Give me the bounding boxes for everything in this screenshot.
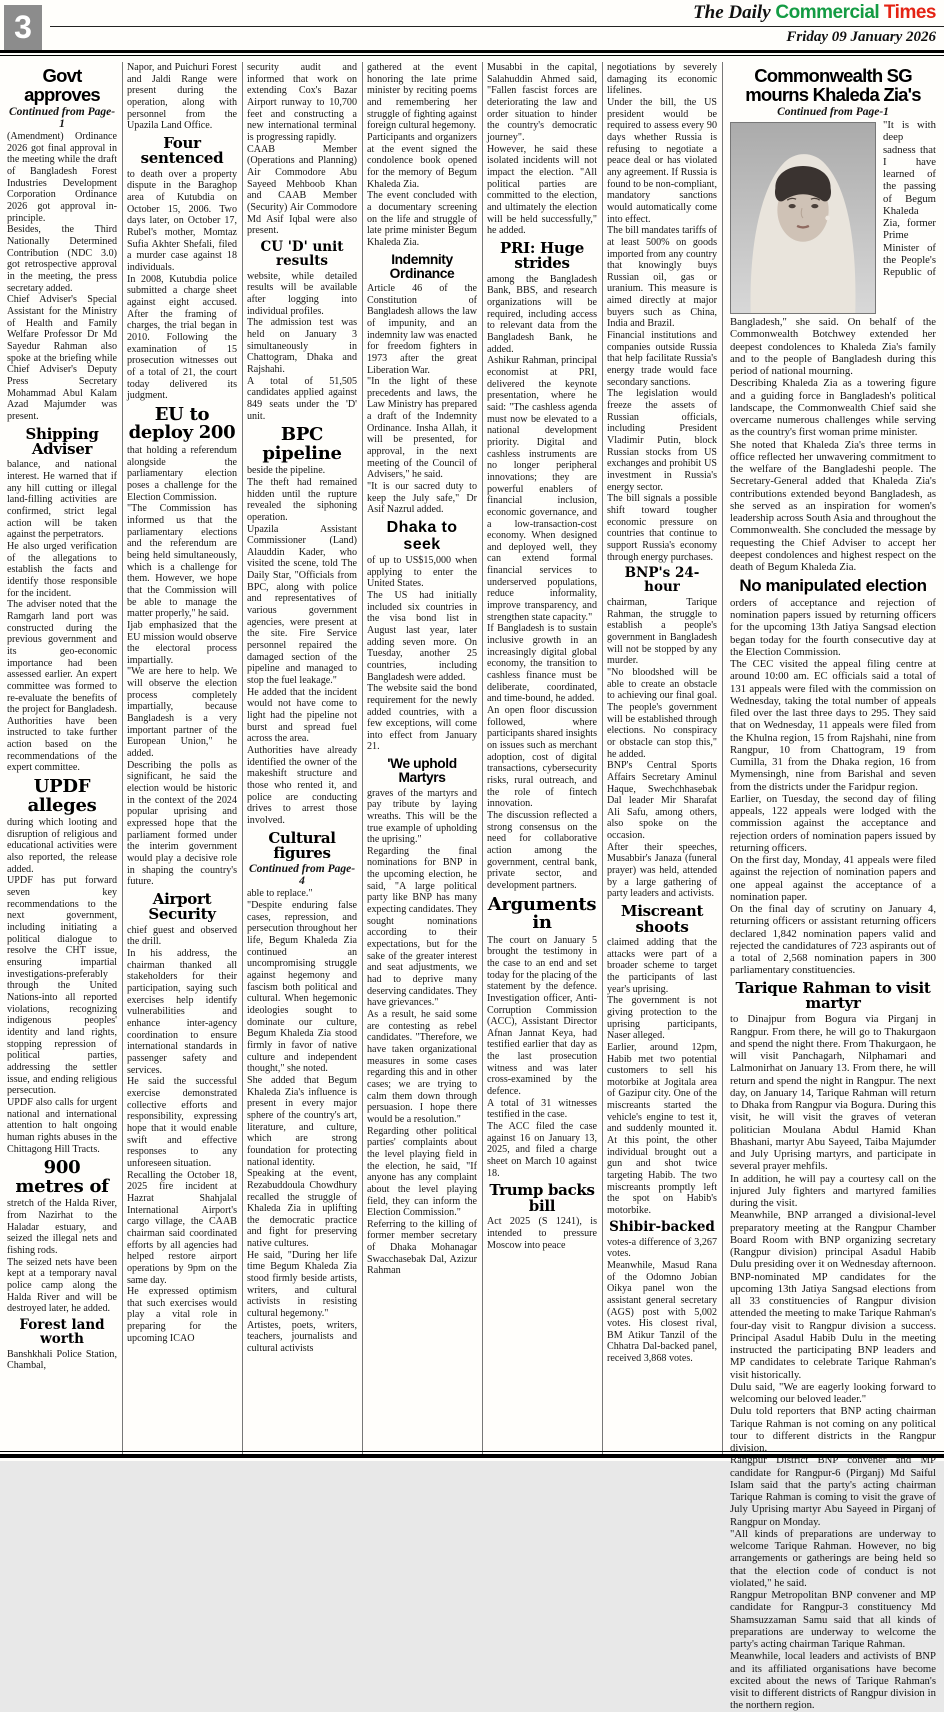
article-paragraph: As a result, he said some are contesting as rebel candidates. "Therefore, we have taken organizational measures in some cases regarding this and in other cases; we are trying to calm them down through persuasion. I hope there would be a resolution." (367, 1009, 477, 1125)
article-paragraph: "The Commission has informed us that the parliamentary elections and the referendum are being held simultaneously, which is a challenge for them. However, we hope that the Commission will be able to manage the matter properly," he said. (127, 503, 237, 620)
article-paragraph: He also urged verification of the allegations to establish the facts and identify those responsible for the incident. (7, 540, 117, 599)
article-paragraph: Article 46 of the Constitution of Bangladesh allows the law of impunity, and an indemnity law was enacted for freedom fighters in 1973 after the great Liberation War. (367, 282, 477, 376)
article-paragraph: Participants and organizers at the event signed the condolence book opened for the memory of Begum Khaleda Zia. (367, 131, 477, 190)
article-paragraph: "It is our sacred duty to keep the July safe," Dr Asif Nazrul added. (367, 481, 477, 516)
article-paragraph: She added that Begum Khaleda Zia's influence is present in every major sphere of the country's art, literature, and culture, which are strong foundation for protecting national identity. (247, 1074, 357, 1168)
continued-from-page-1: Continued from Page-1 (8, 106, 116, 131)
article-paragraph: orders of acceptance and rejection of nomination papers issued by returning officers for the upcoming 13th Jatiya Sangsad election began today for the fourth consecutive day at the Election Commission. (730, 596, 936, 658)
article-paragraph: website, while detailed results will be available after logging into individual profiles. (247, 270, 357, 317)
article-paragraph: Earlier, around 12pm, Habib met two potential customers to sell his motorbike at Jogitala area of Gazipur city. One of the miscreants started the vehicle's engine to test it, and suddenly mounted it. At this point, the other individual brought out a gun and shot twice targeting Habib. The two miscreants promptly left the spot on Habib's motorbike. (607, 1041, 717, 1217)
article-paragraph: Artistes, poets, writers, teachers, journalists and cultural activists (247, 1319, 357, 1355)
headline-bnps-24-hour: BNP's 24-hour (624, 565, 700, 596)
article-paragraph: Describing Khaleda Zia as a towering figure and a guiding force in Bangladesh's political landscape, the Commonwealth Chief said she overcame numerous challenges while serving as the country's first woman prime minister. (730, 377, 936, 439)
headline-eu-to-deploy-200: EU to deploy 200 (128, 403, 236, 444)
article-paragraph: stretch of the Halda River, from Nazirhat to the Haladar estuary, and seized the illegal nets and fishing rods. (7, 1198, 117, 1256)
article-paragraph: Meanwhile, BNP arranged a divisional-level preparatory meeting at the Rangpur Chamber Board Room with BNP organizing secretary (Rangpur division) principal Asadul Habib Dulu presiding over it on Wednesday afternoon. BNP-nominated MP candidates for the upcoming 13th Jatiya Sangsad elections from all 33 constituencies of Rangpur division attended the meeting to make Tarique Rahman's four-day visit to Rangpur division a success. Principal Asadul Habib Dulu in the meeting instructed the participating BNP leaders and MP candidates to celebrate Tarique Rahman's visit historically. (730, 1209, 936, 1381)
article-paragraph: "No bloodshed will be able to create an obstacle to achieving our final goal. The people's government will be established through elections. No conspiracy or obstacle can stop this," he added. (607, 666, 717, 760)
article-paragraph: Act 2025 (S 1241), is intended to pressure Moscow into peace (487, 1216, 597, 1251)
headline-tarique-rahman-to-visit-martyr: Tarique Rahman to visit martyr (735, 978, 931, 1013)
article-paragraph: She noted that Khaleda Zia's three terms in office reflected her unwavering commitment to the welfare of the Bangladeshi people. The Secretary-General added that Khaleda Zia's contributions extended beyond Bangladesh, as she served as an inspiration for women's leadership across South Asia and throughout the Commonwealth. She concluded the message by requesting the Chief Adviser to accept her deepest condolences and highest respect on the death of Begum Khaleda Zia. (730, 438, 936, 574)
article-paragraph: Referring to the killing of former member secretary of Dhaka Mohanagar Swacchasebak Dal, Azizur Rahman (367, 1218, 477, 1277)
article-paragraph: (Amendment) Ordinance 2026 got final approval in the meeting while the draft of Bangladesh Forest Industries Development Corporation Ordinance 2026 got approval in-principle. (7, 131, 117, 224)
column-3 (243, 62, 363, 1456)
headline-no-manipulated-election: No manipulated election (739, 576, 927, 596)
column-6 (603, 62, 723, 1456)
article-paragraph: After their speeches, Musabbir's Janaza (funeral prayer) was held, attended by a large gathering of party leaders and activists. (607, 841, 717, 900)
headline-shipping-adviser: Shipping Adviser (25, 424, 99, 458)
article-paragraph: "We are here to help. We will observe the election process completely impartially, because Bangladesh is a very important partner of the European Union," he added. (127, 666, 237, 760)
article-paragraph: Speaking at the event, Rezabuddoula Chowdhury recalled the struggle of Khaleda Zia in uplifting the democratic practice and fight for preserving native cultures. (247, 1168, 357, 1250)
article-paragraph: The seized nets have been kept at a temporary naval police camp along the Halda River and will be destroyed later, he added. (7, 1256, 117, 1315)
headline-forest-land-worth: Forest land worth (19, 1316, 105, 1347)
issue-date: Friday 09 January 2026 (786, 29, 936, 45)
article-paragraph: He said the successful exercise demonstrated collective efforts and responsibility, expressing hope that it would enable swift and effective responses to any unforeseen situation. (127, 1076, 237, 1169)
article-paragraph: Ashikur Rahman, principal economist at PRI, delivered the keynote presentation, where he said: "The cashless agenda must now be elevated to a national development priority. Digital and cashless instruments are no longer peripheral innovations; they are powerful enablers of financial inclusion, economic governance, and a low-transaction-cost economy. When designed and deployed well, they can extend formal financial services to underserved populations, reduce informality, improve transparency, and strengthen state capacity." (487, 355, 597, 623)
article-paragraph: gathered at the event honoring the late prime minister by reciting poems and remembering her struggle of fighting against foreign cultural hegemony. (367, 62, 477, 132)
newspaper-title-times: Times (883, 2, 936, 23)
article-paragraph: "Despite enduring false cases, repression, and persecution throughout her life, Begum Khaleda Zia continued an uncompromising struggle against hegemony and fascism both political and cultural. When hegemonic ideologies sought to dominate our culture, Begum Khaleda Zia stood firmly in favor of native culture and independent thought," she noted. (247, 900, 357, 1075)
article-paragraph: Rangpur Metropolitan BNP convener and MP candidate for Rangpur-3 constituency Md Shamsuzzaman Samu said that all kinds of preparations are underway to welcome the party's acting chairman Tarique Rahman. (730, 1589, 936, 1651)
page-number-box (4, 5, 42, 50)
article-paragraph: during which looting and disruption of religious and educational activities were also reported, the release added. (7, 817, 117, 875)
article-paragraph: negotiations by severely damaging its economic lifelines. (607, 62, 717, 97)
article-paragraph: Meanwhile, Masud Rana of the Odomno Jobian Oikya panel won the assistant general secretary (AGS) post with 5,002 votes. His closest rival, BM Atikur Tanzil of the Chhatra Dal-backed panel, received 3,868 votes. (607, 1259, 717, 1365)
headline-cultural-figures: Cultural figures (268, 828, 336, 862)
article-paragraph: On the first day, Monday, 41 appeals were filed against the rejection of nomination papers and one appeal against the acceptance of a nomination paper. (730, 854, 936, 903)
headline-900-metres-of: 900 metres of (15, 1157, 109, 1197)
article-paragraph: The event concluded with a documentary screening on the life and struggle of late prime minister Begum Khaleda Zia. (367, 190, 477, 248)
headline-bpc-pipeline: BPC pipeline (262, 424, 342, 464)
continued-from-page-1-commonwealth: Continued from Page-1 (777, 106, 889, 119)
column-5 (483, 62, 603, 1456)
article-paragraph: "All kinds of preparations are underway to welcome Tarique Rahman. However, no big arrangements or gatherings are being held so that the election code of conduct is not violated," he said. (730, 1527, 936, 1589)
article-paragraph: The discussion reflected a strong consensus on the need for collaborative action among the government, central bank, private sector, and development partners. (487, 809, 597, 891)
article-paragraph: BNP's Central Sports Affairs Secretary Aminul Haque, Swechchhasebak Dal leader Mir Sharafat Ali Safu, among others, also spoke on the occasion. (607, 760, 717, 842)
article-paragraph: The theft had remained hidden until the rupture revealed the siphoning operation. (247, 476, 357, 523)
continued-from-page-4: Continued from Page- 4 (248, 863, 356, 888)
article-paragraph: He expressed optimism that such exercises would play a vital role in preparing for the upcoming ICAO (127, 1286, 237, 1344)
article-paragraph: Recalling the October 18, 2025 fire incident at Hazrat Shahjalal International Airport's cargo village, the CAAB chairman said coordinated efforts by all agencies had helped restore airport operations by 9pm on the same day. (127, 1169, 237, 1286)
article-paragraph: beside the pipeline. (247, 465, 326, 477)
article-paragraph: The CEC visited the appeal filing centre at around 10:00 am. EC officials said a total of 131 appeals were filed with the commission on Wednesday, taking the total number of appeals filed over the last three days to 295. They said that on Wednesday, 11 appeals were filed from the Khulna region, 15 from Rajshahi, nine from Rangpur, 10 from Chattogram, 19 from Cumilla, 31 from the Dhaka region, 16 from Mymensingh, nine from Barishal and seven from the districts under the Faridpur region. (730, 658, 936, 793)
headline-airport-security: Airport Security (148, 889, 216, 924)
article-paragraph: Regarding other political parties' complaints about the level playing field in the election, he said, "If anyone has any complaint about the level playing field, they can inform the Election Commission." (367, 1125, 477, 1219)
article-paragraph: The bill signals a possible shift toward tougher economic pressure on countries that continue to support Russia's economy through energy purchases. (607, 493, 717, 563)
article-paragraph: that holding a referendum alongside the parliamentary election poses a challenge for the Election Commission. (127, 445, 237, 503)
headline-commonwealth-sg-mourns: Commonwealth SG mourns Khaleda Zia's (745, 65, 921, 106)
article-paragraph: He added that the incident would not have come to light had the pipeline not burst and spread fuel across the area. (247, 686, 357, 745)
article-paragraph: He said, "During her life time Begum Khaleda Zia stood firmly beside artists, writers, and cultural activists in resisting cultural hegemony." (247, 1249, 357, 1320)
section-commonwealth (723, 62, 938, 1712)
article-paragraph: CAAB Member (Operations and Planning) Air Commodore Abu Sayeed Mehboob Khan and CAAB Member (Security) Air Commodore Md Asif Iqbal were also present. (247, 143, 357, 237)
article-paragraph: The ACC filed the case against 16 on January 13, 2025, and filed a charge sheet on March 10 against 18. (487, 1121, 597, 1179)
article-paragraph: Napor, and Puichuri Forest and Jaldi Range were present during the operation, along with personnel from the Upazila Land Office. (127, 62, 237, 132)
column-2 (123, 62, 243, 1456)
article-paragraph: to Dinajpur from Bogura via Pirganj in Rangpur. From there, he will go to Thakurgaon and spend the night there. From Thakurgaon, he will visit Panchagarh, Nilphamari and Lalmonirhat on January 13. From there, he will return and spend the night in Rangpur. The next day, on January 14, Tarique Rahman will return to Dhaka from Rangpur via Bogura. During this visit, he will visit the graves of veteran politician Moulana Abdul Hamid Khan Bhashani, martyr Abu Sayeed, Taiba Majumder and July Uprising martyrs, and participate in several prayer mehfils. (730, 1013, 936, 1173)
article-paragraph: votes-a difference of 3,267 votes. (607, 1236, 717, 1260)
article-paragraph: Musabbi in the capital, Salahuddin Ahmed said, "Fallen fascist forces are deteriorating the law and order situation to hinder the country's democratic journey". (487, 62, 597, 143)
headline-dhaka-to-seek: Dhaka to seek (386, 519, 458, 553)
article-paragraph: claimed adding that the attacks were part of a broader scheme to target the participants of last year's uprising. (607, 936, 717, 995)
headline-miscreant-shoots: Miscreant shoots (620, 902, 704, 936)
article-paragraph: The US had initially included six countries in the visa bond list in August last year, later adding seven more. On Tuesday, another 25 countries, including Bangladesh were added. (367, 589, 477, 683)
article-paragraph: A total of 31 witnesses testified in the case. (487, 1097, 597, 1121)
article-paragraph: Under the bill, the US president would be required to assess every 90 days whether Russia is refusing to negotiate a peace deal or has violated any agreement. If Russia is found to be non-compliant, mandatory sanctions would automatically come into effect. (607, 96, 717, 225)
article-paragraph: In his address, the chairman thanked all stakeholders for their participation, saying such exercises help identify vulnerabilities and enhance inter-agency coordination to ensure international standards in passenger safety and services. (127, 948, 237, 1076)
article-paragraph: If Bangladesh is to sustain inclusive growth in an increasingly digital global economy, the transition to cashless finance must be deliberate, coordinated, and time-bound, he added. (487, 623, 597, 705)
article-paragraph: Meanwhile, local leaders and activists of BNP and its affiliated organisations have become excited about the news of Tarique Rahman's visit to different districts of Rangpur division in the northern region. (730, 1650, 936, 1712)
footer-double-rule (0, 1451, 944, 1458)
article-paragraph: The court on January 5 brought the testimony in the case to an end and set today for the placing of the statement by the defence. Investigation officer, Anti-Corruption Commission (ACC), Assistant Director Afnan Jannat Keya, had testified earlier that day as the last prosecution witness and was later cross-examined by the defence. (487, 934, 597, 1098)
headline-updf-alleges: UPDF alleges (27, 776, 97, 816)
newspaper-title-commercial: Commercial (775, 2, 880, 23)
article-paragraph: "In the light of these precedents and laws, the Law Ministry has prepared a draft of the Indemnity Ordinance. Insha Allah, it will be presented, for approval, in the next meeting of the Council of Advisers," he said. (367, 376, 477, 481)
article-paragraph: security audit and informed that work on extending Cox's Bazar Airport runway to 10,700 feet and constructing a new international terminal is progressing rapidly. (247, 62, 357, 143)
article-paragraph: Dulu told reporters that BNP acting chairman Tarique Rahman is not coming on any political tour to different districts in the Rangpur division. (730, 1405, 936, 1455)
headline-pri-huge-strides: PRI: Huge strides (500, 238, 584, 273)
article-paragraph: Banshkhali Police Station, Chambal, (7, 1348, 117, 1372)
article-paragraph: Upazila Assistant Commissioner (Land) Alauddin Kader, who visited the scene, told The Daily Star, "Officials from BPC, along with police and representatives of various government agencies, were present at the site. Fire Service personnel repaired the damaged section of the pipeline and managed to stop the fuel leakage." (247, 523, 357, 687)
article-paragraph: The adviser noted that the Ramgarh land port was constructed during the previous government and its geo-economic importance had been assessed earlier. An expert committee was formed to re-evaluate the benefits of the project for Bangladesh. Authorities have been instructed to take further action based on the recommendations of the expert committee. (7, 599, 117, 774)
article-paragraph: The website said the bond requirement for the newly added countries, with a few exceptions, will come into effect from January 21. (367, 683, 477, 753)
masthead-title-block (693, 2, 936, 46)
article-paragraph: In addition, he will pay a courtesy call on the injured July fighters and martyred families during the visit. (730, 1172, 936, 1210)
headline-trump-backs-bill: Trump backs bill (489, 1181, 595, 1215)
article-paragraph: The admission test was held on January 3 simultaneously in Chattogram, Dhaka and Rajshahi. (247, 317, 357, 375)
article-paragraph: Authorities have already identified the owner of the makeshift structure and those who rented it, and police are conducting drives to arrest those involved. (247, 744, 357, 826)
newspaper-title (693, 2, 936, 24)
masthead (0, 0, 944, 50)
article-paragraph: Regarding the final nominations for BNP in the upcoming election, he said, "A large political party like BNP has many expecting candidates. They sought nominations according to their expectations, but for the sake of the greater interest and seat adjustments, we had to deprive many deserving candidates. They have grievances." (367, 845, 477, 1009)
headline-we-uphold-martyrs: 'We uphold Martyrs (387, 756, 457, 786)
columns (0, 56, 944, 1712)
article-paragraph: able to replace." (247, 888, 313, 900)
headline-cu-d-unit-results: CU 'D' unit results (260, 238, 344, 269)
article-paragraph: of up to US$15,000 when applying to enter the United States. (367, 554, 477, 590)
page-number: 3 (14, 9, 32, 45)
article-paragraph: Describing the polls as significant, he said the election would be historic in the context of the 2024 popular uprising and expressed hope that the parliament formed under the interim government would play a decisive role in shaping the country's future. (127, 759, 237, 888)
article-paragraph: to death over a property dispute in the Baraghop area of Kutubdia on October 15, 2006. Two days later, on October 17, Rubel's mother, Momtaz Sufia Akhter Shefali, filed a murder case against 18 individuals. (127, 168, 237, 274)
article-paragraph: UPDF also calls for urgent national and international attention to halt ongoing human rights abuses in the Chittagong Hill Tracts. (7, 1096, 117, 1155)
headline-four-sentenced: Four sentenced (140, 133, 224, 168)
khaleda-zia-portrait-graphic (731, 123, 875, 313)
article-paragraph: UPDF has put forward seven key recommendations to the next government, including initiating a political dialogue to resolve the CHT issue, ensuring impartial investigations-preferably through the United Nations-into all reported violations, recognizing indigenous peoples' identity and land rights, stopping repression of political parties, addressing the settler issue, and ending religious persecution. (7, 875, 117, 1097)
article-paragraph: Ijab emphasized that the EU mission would observe the electoral process impartially. (127, 619, 237, 666)
article-paragraph: chief guest and observed the drill. (127, 924, 237, 948)
column-1 (6, 62, 123, 1456)
headline-shibir-backed: Shibir-backed (609, 1218, 715, 1235)
headline-indemnity-ordinance: Indemnity Ordinance (389, 251, 455, 281)
article-paragraph: "It is with deep sadness that I have learned of the passing of Begum Khaleda Zia, former Prime Minister of the People's Republic of Bangladesh," she said. On behalf of the Commonwealth Botchwey extended her deepest condolences to Khaleda Zia's family and to the people of Bangladesh during this period of national mourning. (730, 119, 936, 378)
article-paragraph: An open floor discussion followed, where participants shared insights on issues such as merchant adoption, cost of digital transactions, cybersecurity risks, rural outreach, and the role of fintech innovation. (487, 705, 597, 810)
article-paragraph: A total of 51,505 candidates applied against 849 seats under the 'D' unit. (247, 375, 357, 422)
article-paragraph: balance, and national interest. He warned that if any hill cutting or illegal land-filling activities are confirmed, strict legal action will be taken against the perpetrators. (7, 459, 117, 541)
article-paragraph: graves of the martyrs and pay tribute by laying wreaths. This will be the true example of upholding the uprising." (367, 787, 477, 846)
khaleda-zia-photo (730, 122, 876, 314)
article-paragraph: chairman, Tarique Rahman, the struggle to establish a people's government in Bangladesh will not be stopped by any murder. (607, 597, 717, 667)
newspaper-title-the-daily: The Daily (693, 2, 771, 23)
column-4 (363, 62, 483, 1456)
article-paragraph: Financial institutions and companies outside Russia that help facilitate Russia's energy trade would face secondary sanctions. (607, 330, 717, 388)
article-paragraph: However, he said these isolated incidents will not impact the election. "All political parties are committed to the election, and ultimately the election will be held successfully," he added. (487, 143, 597, 237)
article-paragraph: Besides, the Third Nationally Determined Contribution (NDC 3.0) got retrospective approval in the meeting, the press secretary added. (7, 224, 117, 294)
article-paragraph: In 2008, Kutubdia police submitted a charge sheet against eight accused. After the framing of charges, the trial began in 2010. Following the examination of 15 prosecution witnesses out of a total of 21, the court today delivered its judgment. (127, 273, 237, 402)
headline-govt-approves: Govt approves (24, 65, 100, 106)
article-paragraph: among the Bangladesh Bank, BBS, and research organizations will be required, including access to relevant data from the Bangladesh Bank, he added. (487, 273, 597, 355)
article-paragraph: Rangpur District BNP convener and MP candidate for Rangpur-6 (Pirganj) Md Saiful Islam said that the party's acting chairman Tarique Rahman is coming to visit the grave of July Uprising martyr Abu Sayeed in Pirganj of Rangpur on Monday. (730, 1454, 936, 1528)
article-paragraph: Dulu said, "We are eagerly looking forward to welcoming our beloved leader." (730, 1380, 936, 1406)
headline-arguments-in: Arguments in (487, 893, 597, 934)
article-paragraph: The legislation would freeze the assets of Russian officials, including President Vladimir Putin, block Russian stocks from US exchanges and prohibit US investment in Russia's energy sector. (607, 388, 717, 493)
article-paragraph: Earlier, on Tuesday, the second day of filing appeals, 122 appeals were lodged with the commission against the acceptance and rejection orders of nomination papers issued by returning officers. (730, 792, 936, 854)
article-paragraph: The government is not giving protection to the uprising participants, Naser alleged. (607, 995, 717, 1042)
article-paragraph: On the final day of scrutiny on January 4, returning officers or assistant returning officers declared 1,842 nomination papers valid and rejected the candidatures of 723 aspirants out of a total of 2,568 nomination papers in 300 parliamentary constituencies. (730, 903, 936, 977)
article-paragraph: Chief Adviser's Special Assistant for the Ministry of Health and Family Welfare Professor Dr Md Sayedur Rahman also spoke at the briefing while Chief Adviser's Deputy Press Secretary Mohammad Abul Kalam Azad Majumder was present. (7, 294, 117, 422)
article-paragraph: The bill mandates tariffs of at least 500% on goods imported from any country that knowingly buys Russian oil, gas or uranium. This measure is aimed directly at major buyers such as China, India and Brazil. (607, 225, 717, 330)
